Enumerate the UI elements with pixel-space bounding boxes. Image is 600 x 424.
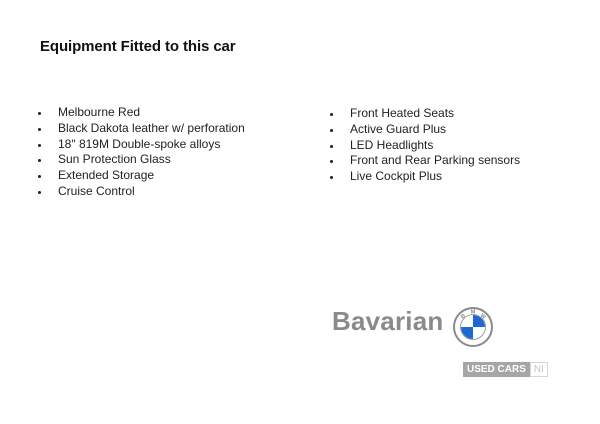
roundel-letter: W	[478, 312, 487, 321]
equipment-list-right	[330, 106, 520, 185]
dealer-wordmark: Bavarian	[332, 306, 444, 336]
list-item: Melbourne Red	[38, 105, 245, 121]
badge-label: USED CARS	[463, 362, 530, 377]
roundel-letter: B	[459, 313, 467, 321]
list-item: Live Cockpit Plus	[330, 169, 520, 185]
roundel-letter: M	[470, 309, 476, 316]
badge-region: NI	[530, 362, 548, 377]
list-item: Front and Rear Parking sensors	[330, 153, 520, 169]
list-item: Active Guard Plus	[330, 122, 520, 138]
page-title: Equipment Fitted to this car	[40, 38, 236, 55]
list-item: LED Headlights	[330, 138, 520, 154]
bmw-roundel-icon	[453, 307, 493, 347]
list-item: Black Dakota leather w/ perforation	[38, 121, 245, 137]
list-item: Cruise Control	[38, 184, 245, 200]
used-cars-badge	[463, 362, 548, 377]
list-item: Extended Storage	[38, 168, 245, 184]
list-item: Front Heated Seats	[330, 106, 520, 122]
list-item: 18" 819M Double-spoke alloys	[38, 137, 245, 153]
list-item: Sun Protection Glass	[38, 152, 245, 168]
equipment-list-left	[38, 105, 245, 200]
